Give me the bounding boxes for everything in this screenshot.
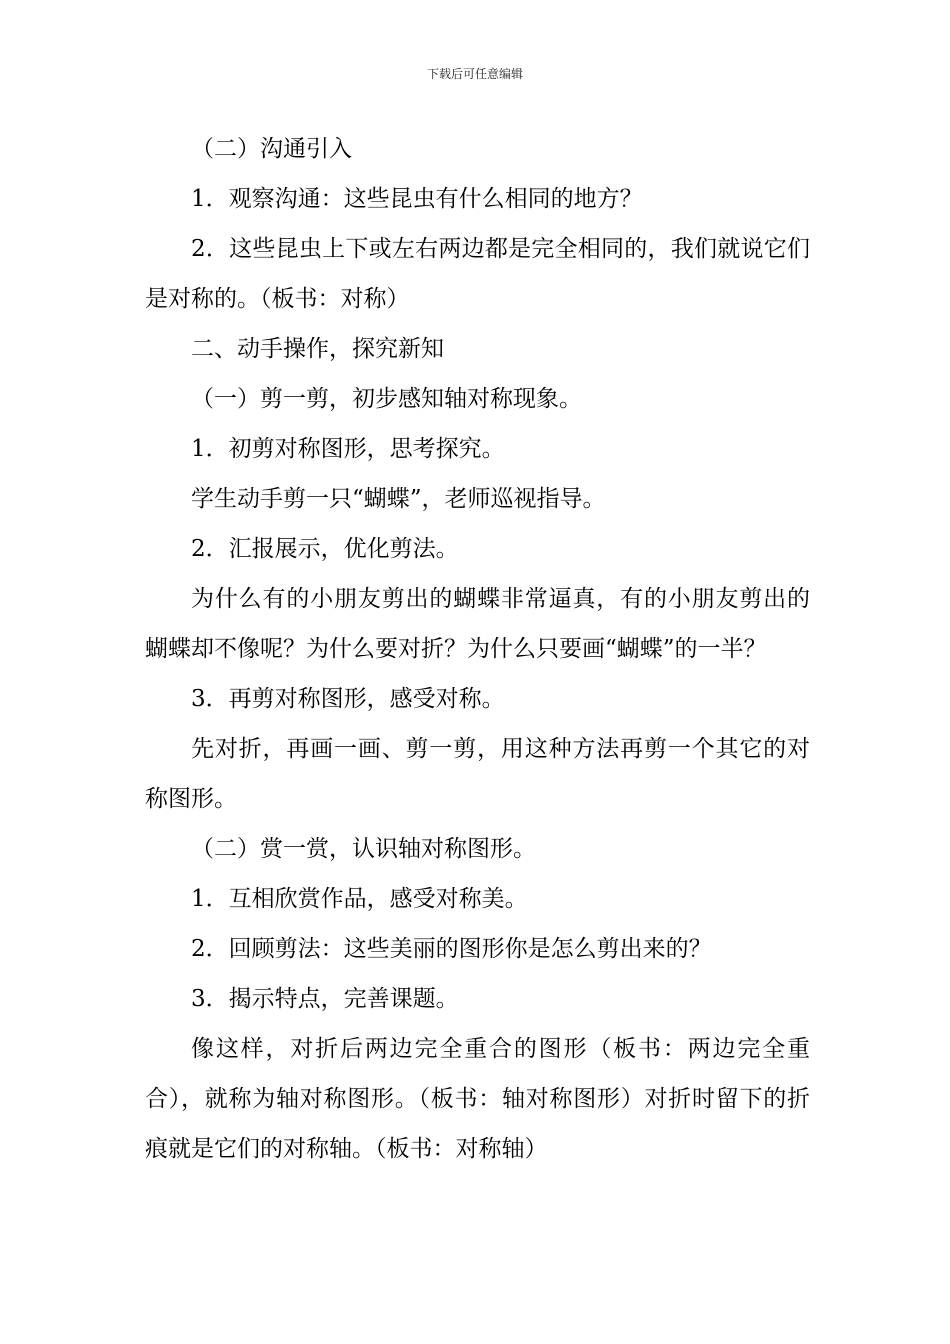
paragraph-why-questions: 为什么有的小朋友剪出的蝴蝶非常逼真，有的小朋友剪出的蝴蝶却不像呢？为什么要对折？为什么只要画“蝴蝶”的一半？	[145, 586, 810, 662]
paragraph-axis-definition: 像这样，对折后两边完全重合的图形（板书：两边完全重合），就称为轴对称图形。（板书：轴对称图形）对折时留下的折痕就是它们的对称轴。（板书：对称轴）	[145, 1036, 810, 1162]
paragraph-section-communication-intro: （二）沟通引入	[191, 136, 352, 162]
paragraph-reveal-features: 3．揭示特点，完善课题。	[191, 986, 459, 1012]
paragraph-fold-draw-cut: 先对折，再画一画、剪一剪，用这种方法再剪一个其它的对称图形。	[145, 736, 810, 812]
paragraph-section-appreciate: （二）赏一赏，认识轴对称图形。	[191, 836, 536, 862]
paragraph-report-optimize: 2．汇报展示，优化剪法。	[191, 536, 459, 562]
paragraph-cut-perceive: （一）剪一剪，初步感知轴对称现象。	[191, 386, 582, 412]
paragraph-cut-again: 3．再剪对称图形，感受对称。	[191, 686, 505, 712]
document-body	[145, 124, 810, 1174]
paragraph-observe-communicate: 1．观察沟通：这些昆虫有什么相同的地方？	[191, 186, 643, 212]
paragraph-students-cut-butterfly: 学生动手剪一只“蝴蝶”，老师巡视指导。	[191, 486, 606, 512]
paragraph-insects-symmetric: 2．这些昆虫上下或左右两边都是完全相同的，我们就说它们是对称的。（板书：对称）	[145, 236, 810, 312]
paragraph-appreciate-works: 1．互相欣赏作品，感受对称美。	[191, 886, 528, 912]
paragraph-review-cutting: 2．回顾剪法：这些美丽的图形你是怎么剪出来的？	[191, 936, 712, 962]
paragraph-first-cut: 1．初剪对称图形，思考探究。	[191, 436, 505, 462]
page-header: 下载后可任意编辑	[426, 67, 523, 81]
paragraph-section-hands-on: 二、动手操作，探究新知	[191, 336, 444, 362]
